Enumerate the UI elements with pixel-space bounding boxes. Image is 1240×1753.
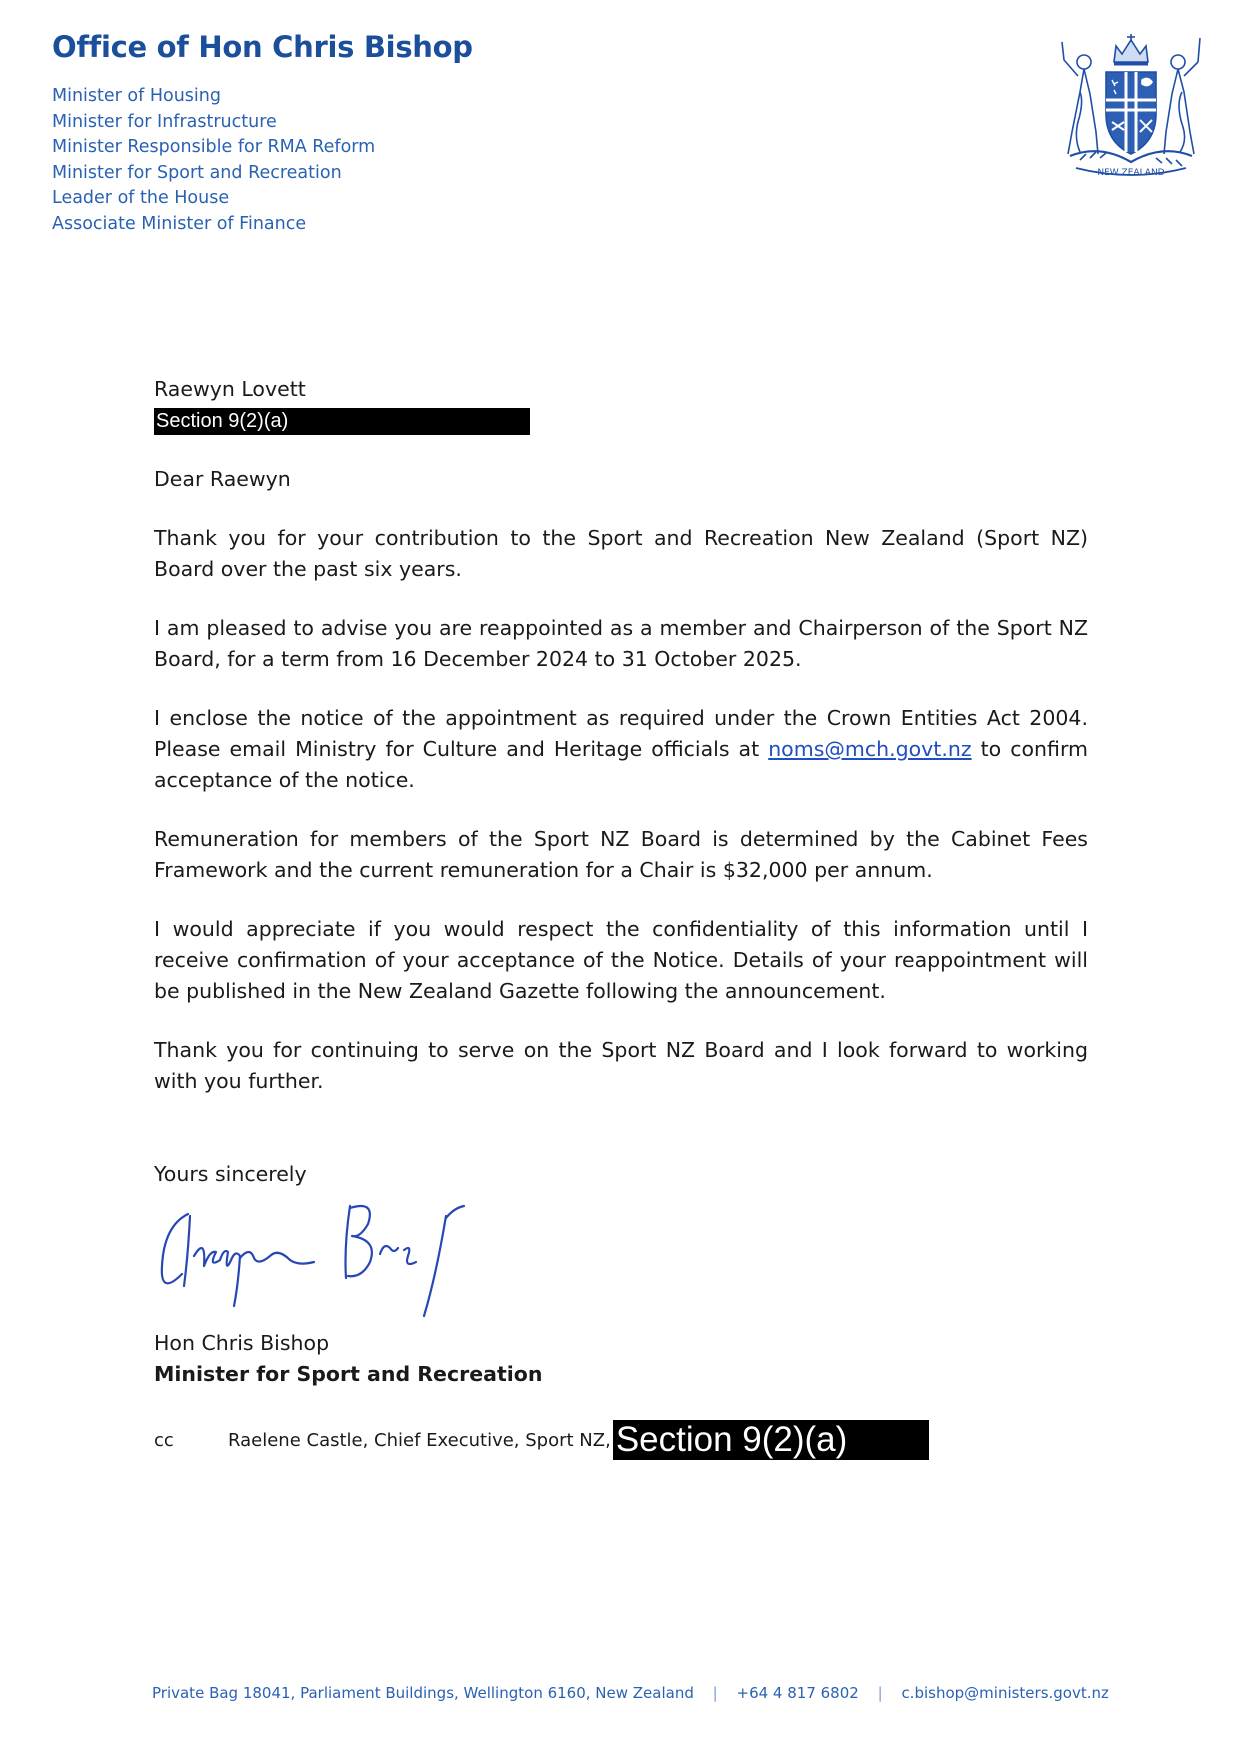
cc-line [154, 1420, 1088, 1460]
letterhead [52, 30, 473, 237]
portfolio-list [52, 84, 473, 237]
portfolio-item: Minister for Sport and Recreation [52, 162, 342, 183]
paragraph: I would appreciate if you would respect the confidentiality of this information until I receive confirmation of your acceptance of the Notice. Details of your reappointment will be published in the New Zealand Gazette following the announcement. [154, 917, 1088, 1003]
footer-separator: | [712, 1684, 718, 1702]
cc-label: cc [154, 1429, 174, 1451]
paragraph-text: I enclose the notice of the appointment as required under the Crown Entities Act 2004. Please email Ministry for Culture and Heritage officials at [154, 706, 1088, 761]
paragraph-text: to confirm acceptance of the notice. [154, 737, 1088, 792]
paragraph: Thank you for your contribution to the Sport and Recreation New Zealand (Sport NZ) Board over the past six years. [154, 526, 1088, 581]
signer-name: Hon Chris Bishop [154, 1331, 330, 1355]
paragraph: Remuneration for members of the Sport NZ Board is determined by the Cabinet Fees Framework and the current remuneration for a Chair is $32,000 per annum. [154, 827, 1088, 882]
portfolio-item: Minister Responsible for RMA Reform [52, 137, 376, 157]
footer-email[interactable]: c.bishop@ministers.govt.nz [901, 1684, 1109, 1702]
signature-image [154, 1196, 494, 1326]
signer-title: Minister for Sport and Recreation [154, 1362, 543, 1386]
email-link[interactable]: noms@mch.govt.nz [768, 737, 972, 761]
cc-recipient: Raelene Castle, Chief Executive, Sport NZ, [228, 1429, 611, 1451]
recipient-name: Raewyn Lovett [154, 377, 306, 401]
office-title: Office of Hon Chris Bishop [52, 30, 473, 64]
portfolio-item: Leader of the House [52, 188, 230, 208]
redacted-cc-address: Section 9(2)(a) [613, 1420, 929, 1460]
closing: Yours sincerely [154, 1162, 307, 1186]
redacted-address: Section 9(2)(a) [154, 408, 530, 435]
salutation: Dear Raewyn [154, 467, 291, 491]
portfolio-item: Minister for Infrastructure [52, 111, 277, 132]
footer [152, 1684, 1112, 1702]
paragraph: I am pleased to advise you are reappointed as a member and Chairperson of the Sport NZ Board, for a term from 16 December 2024 to 31 October 2025. [154, 616, 1088, 671]
letter-body [154, 374, 1088, 1460]
paragraph: Thank you for continuing to serve on the Sport NZ Board and I look forward to working with you further. [154, 1038, 1088, 1093]
portfolio-item: Associate Minister of Finance [52, 213, 307, 234]
portfolio-item: Minister of Housing [52, 86, 221, 106]
coat-of-arms-icon [1050, 32, 1212, 180]
paragraph [154, 703, 1088, 796]
footer-phone: +64 4 817 6802 [736, 1684, 859, 1702]
footer-separator: | [877, 1684, 883, 1702]
crest-scroll-text: NEW ZEALAND [1097, 168, 1165, 178]
footer-address: Private Bag 18041, Parliament Buildings, Wellington 6160, New Zealand [152, 1684, 694, 1702]
